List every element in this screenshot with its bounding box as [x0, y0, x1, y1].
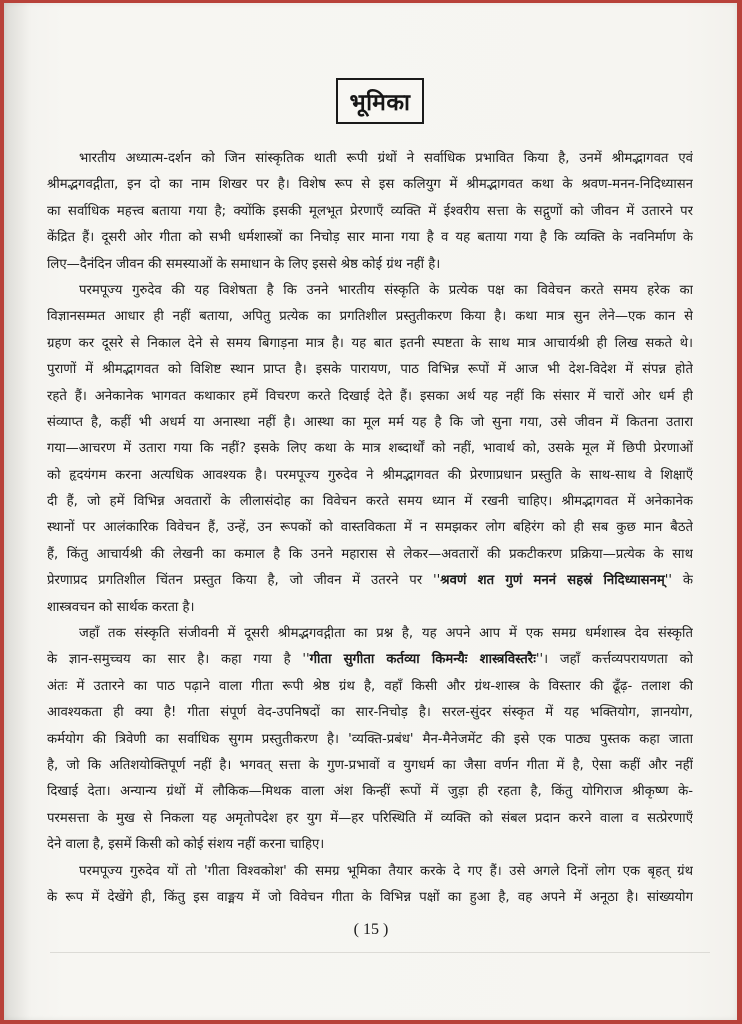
sanskrit-quote: श्रवणं शत गुणं मननं सहस्रं निदिध्यासनम्	[440, 573, 665, 589]
text-line: देने वाला है, इसमें किसी को कोई संशय नहीं करना चाहिए।	[47, 837, 325, 853]
text-line: शास्त्रवचन को सार्थक करता है।	[47, 599, 195, 615]
text-line: भारतीय अध्यात्म-दर्शन को जिन सांस्कृतिक थाती रूपी ग्रंथों ने सर्वाधिक प्रभावित किया है, उनमें श्रीमद्भागवत एवं	[79, 151, 693, 166]
paragraph-3	[47, 621, 693, 859]
text-line: को हृदयंगम करना अत्यधिक आवश्यक है। परमपूज्य गुरुदेव ने श्रीमद्भागवत की प्रेरणाप्रधान प्रस्तुति के साथ-साथ वे शिक्षाएँ	[47, 467, 693, 483]
text-line: लिए—दैनंदिन जीवन की समस्याओं के समाधान के लिए इससे श्रेष्ठ कोई ग्रंथ नहीं है।	[47, 256, 441, 272]
text-line: ग्रहण कर दूसरे से निकाल देने से समय बिगाड़ना मात्र है। यह बात इतनी स्पष्टता के साथ मात्र आचार्यश्री ही लिख सकते थे।	[47, 335, 693, 351]
body-text	[47, 146, 693, 911]
text-line-with-quote	[47, 647, 693, 673]
text-line: परमपूज्य गुरुदेव की यह विशेषता है कि उनने भारतीय संस्कृति के प्रत्येक पक्ष का विवेचन करते समय हरेक का	[79, 282, 693, 298]
text-span: '' के	[664, 573, 693, 589]
text-line: परमसत्ता के मुख से निकला यह अमृतोपदेश हर युग में—हर परिस्थिति में व्यक्ति को संबल प्रदान करने वाला व सत्प्रेरणाएँ	[47, 810, 693, 826]
text-line: रहते हैं। अनेकानेक भागवत कथाकार हमें विचरण करते दिखाई देते हैं। इसका अर्थ यह नहीं कि संसार में चारों ओर धर्म ही	[47, 388, 693, 404]
text-line: गया—आचरण में उतारा गया कि नहीं? इसके लिए कथा के मात्र शब्दार्थों को नहीं, भावार्थ को, उसके मूल में छिपी प्रेरणाओं	[47, 441, 693, 457]
paragraph-4	[47, 859, 693, 912]
sanskrit-quote: गीता सुगीता कर्तव्या किमन्यैः शास्त्रविस्तरैः	[309, 652, 536, 668]
text-line: संव्याप्त है, कहीं भी अधर्म या अनास्था नहीं है। आस्था का मूल मर्म यह है कि जो सुना गया, उसे जीवन में कितना उतारा	[47, 414, 693, 430]
page-gutter-shadow	[4, 3, 30, 1020]
text-line-with-quote	[47, 568, 693, 594]
text-line: अंतः में उतारने का पाठ पढ़ाने वाला गीता रूपी श्रेष्ठ ग्रंथ है, वहाँ किसी और ग्रंथ-शास्त्र के विस्तार की ढूँढ़- तलाश की	[47, 678, 693, 694]
text-line: श्रीमद्भगवद्गीता, इन दो का नाम शिखर पर है। विशेष रूप से इस कलियुग में श्रीमद्भागवत कथा के श्रवण-मनन-निदिध्यासन	[47, 177, 693, 193]
chapter-title: भूमिका	[349, 90, 411, 116]
text-line: विज्ञानसम्मत आधार ही नहीं बताया, अपितु प्रत्येक का प्रगतिशील प्रस्तुतीकरण किया है। कथा मात्र सुन लेने—एक कान से	[47, 309, 693, 325]
text-span: ''। जहाँ कर्त्तव्यपरायणता को	[535, 652, 693, 668]
paragraph-1	[47, 146, 693, 278]
text-line: हैं, किंतु आचार्यश्री की लेखनी का कमाल है कि उनने महारास से लेकर—अवतारों की प्रकटीकरण प्रक्रिया—प्रत्येक के साथ	[47, 546, 693, 562]
text-line: के रूप में देखेंगे ही, किंतु इस वाङ्मय में जो विवेचन गीता के विभिन्न पक्षों का हुआ है, वह अपने में अनूठा है। सांख्ययोग	[47, 889, 693, 905]
text-line: दी हैं, जो हमें विभिन्न अवतारों के लीलासंदोह का विवेचन करते समय ध्यान में रखनी चाहिए। श्रीमद्भागवत में अनेकानेक	[47, 494, 693, 510]
text-line: का सर्वाधिक महत्त्व बताया गया है; क्योंकि इसकी मूलभूत प्रेरणाएँ व्यक्ति में ईश्वरीय सत्ता के सद्गुणों को जीवन में उतारने पर	[47, 203, 693, 219]
paragraph-2	[47, 278, 693, 621]
page-bottom-divider	[50, 952, 710, 953]
text-line: है, जो कि अतिशयोक्तिपूर्ण नहीं है। भगवत् सत्ता के गुण-प्रभावों व युगधर्म का जैसा वर्णन गीता में है, ऐसा कहीं और नहीं	[47, 757, 693, 773]
text-line: परमपूज्य गुरुदेव यों तो 'गीता विश्वकोश' की समग्र भूमिका तैयार करके दे गए हैं। उसे अगले दिनों लोग एक बृहत् ग्रंथ	[79, 863, 693, 879]
text-line: पुराणों में श्रीमद्भागवत को विशिष्ट स्थान प्राप्त है। इसके पारायण, पाठ विभिन्न रूपों में आज भी देश-विदेश में संपन्न होते	[47, 362, 693, 378]
text-line: आवश्यकता ही क्या है! गीता संपूर्ण वेद-उपनिषदों का सार-निचोड़ है। सरल-सुंदर संस्कृत में यह भक्तियोग, ज्ञानयोग,	[47, 705, 693, 721]
text-span: प्रेरणाप्रद प्रगतिशील चिंतन प्रस्तुत किया है, जो जीवन में उतरने पर ''	[47, 573, 441, 589]
page-number: ( 15 )	[353, 921, 389, 938]
text-line: स्थानों पर आलंकारिक विवेचन हैं, उन्हें, उन रूपकों को वास्तविकता में न समझकर लोग बहिरंग को ही सब कुछ मान बैठते	[47, 520, 693, 536]
text-line: कर्मयोग की त्रिवेणी का सर्वाधिक सुगम प्रस्तुतीकरण है। 'व्यक्ति-प्रबंध' मैन-मैनेजमेंट की इसे एक पाठ्य पुस्तक कहा जाता	[47, 731, 693, 747]
text-line: दिखाई देता। अन्यान्य ग्रंथों में लौकिक—मिथक वाला अंश किन्हीं रूपों में जुड़ा ही रहता है, किंतु योगिराज श्रीकृष्ण के-	[47, 784, 693, 800]
chapter-title-box	[336, 78, 424, 124]
text-line: केंद्रित हैं। दूसरी ओर गीता को सभी धर्मशास्त्रों का निचोड़ सार माना गया है व यह बताया गया है कि व्यक्ति के नवनिर्माण के	[47, 230, 693, 246]
text-line: जहाँ तक संस्कृति संजीवनी में दूसरी श्रीमद्भगवद्गीता का प्रश्न है, यह अपने आप में एक समग्र धर्मशास्त्र देव संस्कृति	[79, 626, 693, 642]
text-span: के ज्ञान-समुच्चय का सार है। कहा गया है ''	[47, 652, 310, 668]
